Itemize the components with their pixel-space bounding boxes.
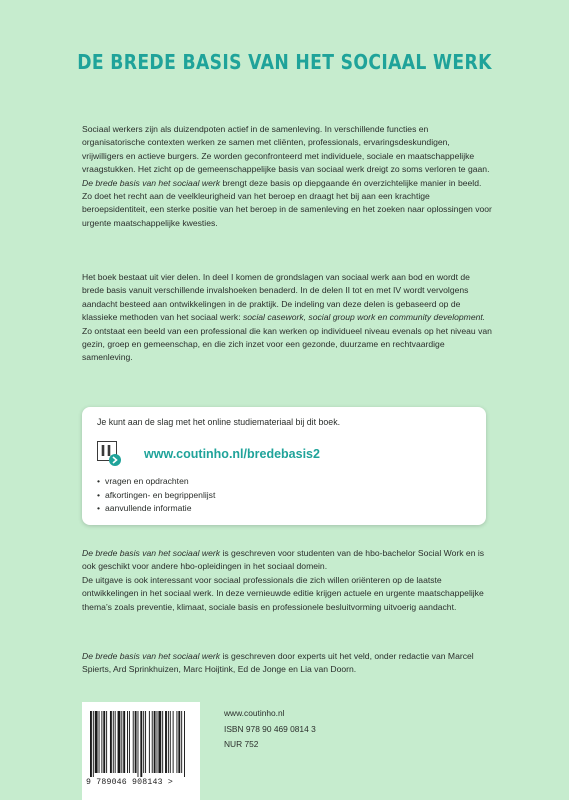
parts-text-2: Zo ontstaat een beeld van een professional die kan werken op individueel niveau evenals op het niveau van gezin, groep en gemeenschap, en die zich inzet voor een gezonde, duurzame en rechtvaardige samenleving. [82,325,492,363]
coutinho-online-logo-icon [97,441,123,467]
authors-section [82,650,492,677]
book-title-heading: DE BREDE BASIS VAN HET SOCIAAL WERK [77,50,492,74]
barcode-bar [101,711,102,773]
barcode-digits: 9 789046 908143 > [86,778,173,787]
barcode-bar [123,711,125,773]
barcode-bar [152,711,153,773]
authors-book-title: De brede basis van het sociaal werk [82,651,221,661]
blurb-book-title: De brede basis van het sociaal werk [82,177,221,188]
audience-book-title: De brede basis van het sociaal werk [82,548,221,558]
barcode-bar [173,711,174,773]
online-item: • aanvullende informatie [97,502,215,516]
authors-paragraph [82,650,492,677]
barcode-bar [121,711,122,773]
audience-section [82,547,492,614]
barcode-bar [95,711,98,773]
online-items-list [97,475,215,516]
barcode-bar [181,711,182,773]
isbn-number: ISBN 978 90 469 0814 3 [224,723,316,734]
barcode-bar [143,711,144,773]
barcode-bar [135,711,137,773]
barcode-bar [165,711,167,773]
barcode-bar [133,711,134,773]
barcode-bar [118,711,121,773]
barcode-bar [110,711,112,773]
barcode-bar [154,711,156,773]
blurb-paragraph [82,123,492,230]
blurb-section [82,123,492,230]
barcode-bar [140,711,142,777]
barcode-bar [138,711,139,777]
barcode-bar [145,711,146,773]
barcode-bar [93,711,94,777]
parts-paragraph [82,271,492,365]
online-item: • afkortingen- en begrippenlijst [97,489,215,503]
barcode-image [88,711,194,777]
online-url-link[interactable]: www.coutinho.nl/bredebasis2 [144,447,320,461]
barcode-bar [106,711,107,773]
barcode-bar [184,711,185,777]
barcode-bar [103,711,105,773]
online-item: • vragen en opdrachten [97,475,215,489]
barcode-bar [127,711,128,773]
audience-paragraph-1 [82,547,492,574]
audience-paragraph-2: De uitgave is ook interessant voor sociaal professionals die zich willen oriënteren op de laatste ontwikkelingen in het sociaal werk. In deze vernieuwde editie krijgen actuele en urgente maatschappelijke thema’s zoals preventie, klimaat, sociale basis en professionele besluitvorming uitvoerig aandacht. [82,574,484,612]
audience-text-1: is geschreven voor studenten van de hbo-bachelor Social Work en is ook geschikt voor andere hbo-opleidingen in het sociaal domein. [82,548,485,572]
authors-text: is geschreven door experts uit het veld, onder redactie van Marcel Spierts, Ard Sprinkhuizen, Marc Hoijtink, Ed de Jonge en Lia van Doorn. [82,651,474,675]
publisher-info [224,706,316,753]
barcode-bar [113,711,114,773]
barcode-bar [170,711,171,773]
blurb-text-2: brengt deze basis op diepgaande én overzichtelijke manier in beeld. Zo doet het recht aan de veelkleurigheid van het beroep en draagt het bij aan een krachtige beroepsidentiteit, een sterke positie van het beroep in de samenleving en het zoeken naar oplossingen voor urgente maatschappelijke kwesties. [82,177,492,228]
barcode-bar [176,711,177,773]
online-material-box [82,407,486,525]
parts-text-1: Het boek bestaat uit vier delen. In deel I komen de grondslagen van sociaal werk aan bod en wordt de brede basis vanuit verschillende invalshoeken benaderd. In de delen II tot en met IV wordt vervolgens aandacht besteed aan ontwikkelingen in de praktijk. De indeling van deze delen is gebaseerd op de klassieke methoden van het sociaal werk: [82,272,470,323]
parts-methods: social casework, social group work en community development. [242,312,486,323]
publisher-website: www.coutinho.nl [224,708,285,718]
barcode-bar [178,711,180,773]
barcode-box [82,702,200,800]
barcode-bar [90,711,92,777]
barcode-bar [168,711,169,773]
online-intro-text: Je kunt aan de slag met het online studiemateriaal bij dit boek. [97,417,341,427]
barcode-bar [157,711,158,773]
barcode-bar [149,711,150,773]
blurb-text-1: Sociaal werkers zijn als duizendpoten actief in de samenleving. In verschillende functies en organisatorische contexten werken ze samen met cliënten, professionals, ervaringsdeskundigen, vrijwilligers en actieve burgers. Ze worden geconfronteerd met individuele, sociale en maatschappelijke vraagstukken. Het zicht op de gemeenschappelijke basis van sociaal werk dreigt zo soms verloren te gaan. [82,124,490,175]
barcode-bar [129,711,130,773]
barcode-bar [158,711,161,773]
barcode-bar [115,711,116,773]
barcode-bar [99,711,100,773]
parts-section [82,271,492,365]
barcode-bar [162,711,163,773]
nur-code: NUR 752 [224,739,259,749]
